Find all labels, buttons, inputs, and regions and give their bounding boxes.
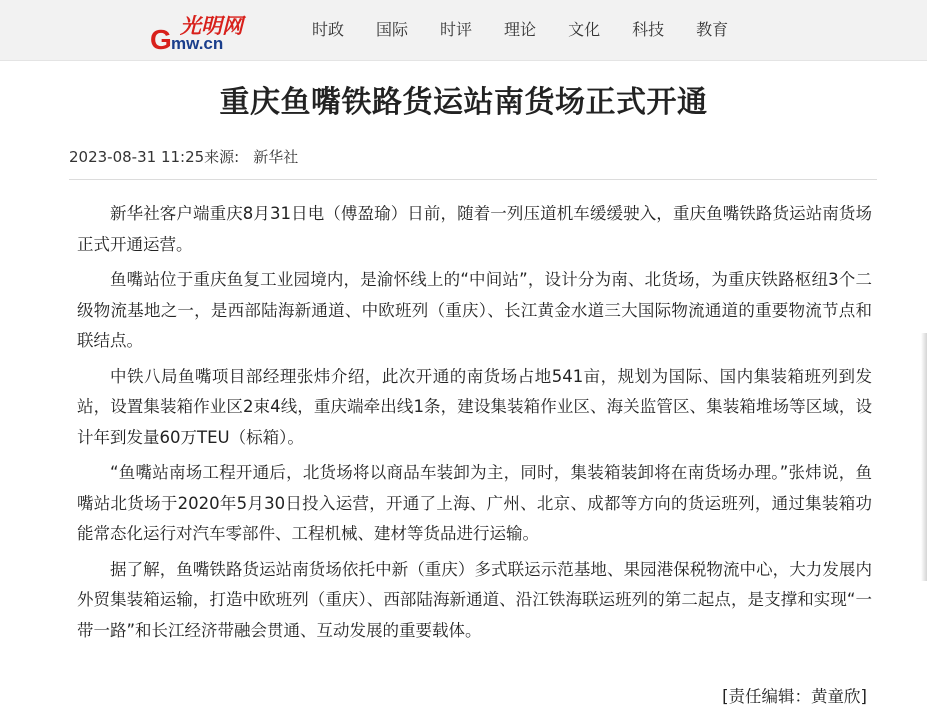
article-paragraph: 中铁八局鱼嘴项目部经理张炜介绍，此次开通的南货场占地541亩，规划为国际、国内集装箱班列到发站，设置集装箱作业区2束4线，重庆端牵出线1条，建设集装箱作业区、海关监管区、集装箱堆场等区域，设计年到发量60万TEU（标箱）。 xyxy=(77,366,872,447)
nav-item-education[interactable]: 教育 xyxy=(696,20,729,39)
nav-item-technology[interactable]: 科技 xyxy=(632,20,665,39)
logo-domain-text: mw.cn xyxy=(171,34,224,52)
nav-item-theory[interactable]: 理论 xyxy=(504,20,537,39)
logo-chinese-text: 光明网 xyxy=(180,13,243,38)
site-logo-image xyxy=(150,12,254,52)
nav-item-international[interactable]: 国际 xyxy=(376,20,409,39)
article-paragraph: 据了解，鱼嘴铁路货运站南货场依托中新（重庆）多式联运示范基地、果园港保税物流中心，大力发展内外贸集装箱运输，打造中欧班列（重庆）、西部陆海新通道、沿江铁海联运班列的第二起点，是支撑和实现“一带一路”和长江经济带融会贯通、互动发展的重要载体。 xyxy=(77,559,872,640)
article-source[interactable]: 新华社 xyxy=(253,148,299,166)
article-body xyxy=(77,199,872,651)
article-datetime: 2023-08-31 11:25 xyxy=(69,148,205,166)
nav-item-commentary[interactable]: 时评 xyxy=(440,20,473,39)
article-paragraph: 鱼嘴站位于重庆鱼复工业园境内，是渝怀线上的“中间站”，设计分为南、北货场，为重庆铁路枢纽3个二级物流基地之一，是西部陆海新通道、中欧班列（重庆）、长江黄金水道三大国际物流通道的重要物流节点和联结点。 xyxy=(77,270,872,350)
title-divider xyxy=(69,179,877,180)
logo-g-letter: G xyxy=(150,24,172,52)
main-nav xyxy=(312,19,760,41)
nav-item-culture[interactable]: 文化 xyxy=(568,20,601,39)
article-meta xyxy=(69,146,298,168)
article-source-label: 来源: xyxy=(204,148,240,166)
article-paragraph: “鱼嘴站南场工程开通后，北货场将以商品车装卸为主，同时，集装箱装卸将在南货场办理。”张炜说，鱼嘴站北货场于2020年5月30日投入运营，开通了上海、广州、北京、成都等方向的货运班列，通过集装箱功能常态化运行对汽车零部件、工程机械、建材等货品进行运输。 xyxy=(77,463,872,543)
page-scrollbar[interactable] xyxy=(921,333,927,581)
article-title: 重庆鱼嘴铁路货运站南货场正式开通 xyxy=(219,85,708,120)
top-navigation-bar xyxy=(0,0,927,61)
article-paragraph: 新华社客户端重庆8月31日电（傅盈瑜）日前，随着一列压道机车缓缓驶入，重庆鱼嘴铁路货运站南货场正式开通运营。 xyxy=(77,204,872,254)
responsible-editor: [责任编辑：黄童欣] xyxy=(722,687,867,706)
site-logo[interactable] xyxy=(150,12,254,52)
nav-item-politics[interactable]: 时政 xyxy=(312,20,345,39)
